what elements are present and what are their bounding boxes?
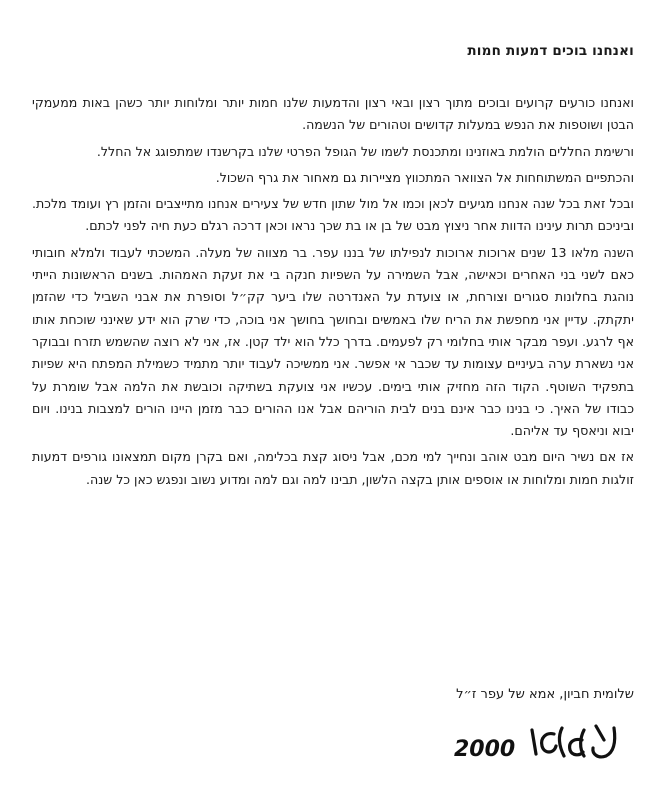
paragraph: והכתפיים המשתוחחות אל הצוואר המתכווץ מציירות גם מאחור את גרף השכול. [215,169,634,185]
paragraph: ואנחנו כורעים קרועים ובוכים מתוך רצון ובאי רצון והדמעות שלנו חמות יותר ומלוחות יותר כשהן באות ממעמקי הבטן ושוטפות את הנפש במעלות קדושים וטהורים של הנשמה. [32,95,634,133]
document-title: ואנחנו בוכים דמעות חמות [467,43,634,59]
signature-year: 2000 [454,737,516,762]
paragraph: אז אם נשיר היום מבט אוהב ונחייך למי מכם, אבל ניסוג קצת בכלימה, ואם בקרן מקום תמצאונו גורפים דמעות זולגות חמות ומלוחות או אוספים אותן בקצה הלשון, תבינו למה וגם למה ומדוע נשוב ונפגש כאן כל שנה. [32,449,634,487]
paragraph: ובכל זאת בכל שנה אנחנו מגיעים לכאן וכמו אל מול שתון חדש של צעירים אנחנו מתייצבים והזמן רץ ועומד מלכת. וביניכם תרות עינינו הדוות אחר ניצוץ מבט של בן או בת שכך נראו וכאן דרכה רגלם כעת חיה לפני לכתם. [32,196,634,234]
document-body [32,92,634,495]
closing-line: שלומית חביון, אמא של עפר ז״ל [456,687,634,702]
paragraph: השנה מלאו 13 שנים ארוכות ארוכות לנפילתו של בננו עפר. בר מצווה של מעלה. המשכתי לעבוד ולמלא חובותי כאם לשני בני האחרים וכאישה, אבל השמירה על השפיות חנקה בי את זעקת האמהות. בשנים הראשונות הייתי נוהגת בחלונות סגורים וצורחת, או צועדת על האנדרטה שלו ביער קק״ל וסופרת את אבני השביל כדי שהזמן יתקתק. עדיין אני מחפשת את הריח שלו באמשים ובחושך בחושך אני בוכה, כדי שרק הוא ידע שאינני שוכחת אותו אף לרגע. ועפר מבקר אותי בחלומי רק לפעמים. בדרך כלל הוא ילד קטן. אז, אני לא רוצה שהשמש תזרח ובבוקר אני נשארת ערה בעיניים עצומות עד שכבר אי אפשר. אני ממשיכה לעבוד יותר מתמיד כשמילת המפתח היא שפיות בתפקיד השוטף. הקוד הזה מחזיק אותי בימים. עכשיו אני צועקת בשתיקה וכובשת את הלמה אבל שומרת על כבודו של האיך. כי בנינו כבר אינם בנים לבית הוריהם אבל אנו ההורים כבר מזמן היינו הורים למצבות בנינו. ויום יבוא וניאסף עד אליהם. [32,244,634,439]
handwritten-signature [446,716,626,768]
paragraph: ורשימת החללים הולמת באוזנינו ומתכנסת לשמו של הגופל הפרטי שלנו בקרשנדו שמתפוגג אל החלל. [96,143,634,159]
signature-drawing [446,716,626,768]
